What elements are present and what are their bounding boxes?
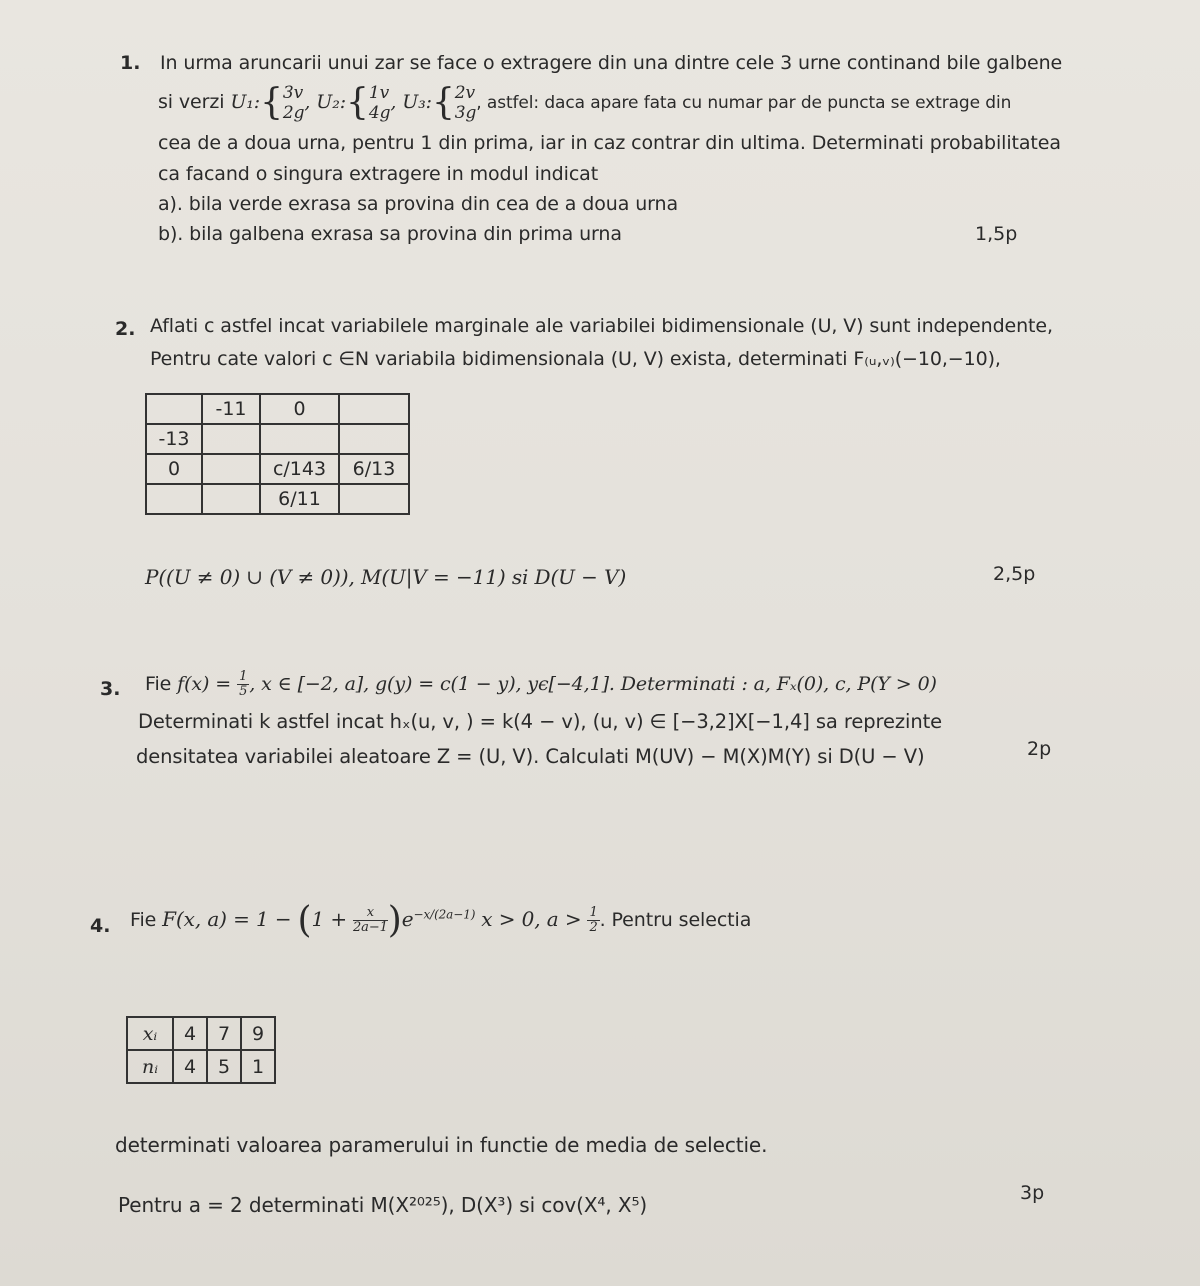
q4-number: 4. <box>90 915 111 937</box>
u3-stack <box>455 83 477 123</box>
u1-stack <box>283 83 305 123</box>
q1-item-b: b). bila galbena exrasa sa provina din prima urna <box>158 223 622 245</box>
q3-line1-post: , x ∈ [−2, a], g(y) = c(1 − y), yϵ[−4,1]. Determinati : a, Fₓ(0), c, P(Y > 0) <box>249 673 937 695</box>
q4-e: e <box>401 907 414 931</box>
u1-top: 3v <box>282 82 304 103</box>
table-cell <box>202 424 260 454</box>
table-cell: 7 <box>207 1017 241 1050</box>
q4-exponent: −x/(2a−1) <box>413 907 476 922</box>
q2-table <box>145 393 410 515</box>
q1-line1: In urma aruncarii unui zar se face o extragere din una dintre cele 3 urne continand bile galbene <box>160 52 1063 74</box>
q1-line2 <box>158 82 1011 123</box>
u2-stack <box>369 83 391 123</box>
u2-top: 1v <box>368 82 390 103</box>
q3-frac-top: 1 <box>239 669 248 684</box>
q4-fraction <box>353 906 388 935</box>
table-row <box>127 1050 275 1083</box>
q3-fraction <box>237 670 249 699</box>
u3-bottom: 3g <box>454 102 477 123</box>
table-cell <box>146 394 202 424</box>
q1-item-a: a). bila verde exrasa sa provina din cea de a doua urna <box>158 193 679 215</box>
table-cell: 6/13 <box>339 454 409 484</box>
q4-line1 <box>130 900 751 941</box>
q1-line2-pre: si verzi <box>158 91 225 113</box>
q4-half-top: 1 <box>589 905 598 920</box>
u1-brace: { <box>260 82 283 123</box>
table-cell <box>339 394 409 424</box>
q3-points: 2p <box>1027 738 1052 760</box>
q1-points: 1,5p <box>975 223 1018 245</box>
q4-sample-table <box>126 1016 276 1084</box>
u2-bottom: 4g <box>368 102 391 123</box>
u2-label: , U₂: <box>304 91 347 113</box>
q3-number: 3. <box>100 678 121 700</box>
table-cell: 4 <box>173 1017 207 1050</box>
q4-close-paren: ) <box>387 900 402 941</box>
table-cell: 9 <box>241 1017 275 1050</box>
table-cell: -13 <box>146 424 202 454</box>
u2-brace: { <box>346 82 369 123</box>
q3-line3: densitatea variabilei aleatoare Z = (U, V). Calculati M(UV) − M(X)M(Y) si D(U − V) <box>136 745 925 768</box>
table-cell: 6/11 <box>260 484 339 514</box>
q4-frac-top: x <box>353 906 388 921</box>
u3-brace: { <box>431 82 455 123</box>
q2-number: 2. <box>115 318 136 340</box>
table-cell <box>202 484 260 514</box>
q4-frac-bottom: 2a−1 <box>353 920 388 935</box>
table-cell <box>260 424 339 454</box>
table-cell: 0 <box>146 454 202 484</box>
table-cell <box>202 454 260 484</box>
q2-points: 2,5p <box>993 563 1036 585</box>
q1-line4: ca facand o singura extragere in modul indicat <box>158 163 599 185</box>
u3-label: , U₃: <box>390 91 432 113</box>
table-row <box>146 454 409 484</box>
q1-line2-post: , astfel: daca apare fata cu numar par de puncta se extrage din <box>476 93 1012 113</box>
table-cell: 5 <box>207 1050 241 1083</box>
table-row <box>146 484 409 514</box>
q4-points: 3p <box>1020 1182 1045 1204</box>
table-cell <box>339 484 409 514</box>
q3-frac-bottom: 5 <box>239 684 248 699</box>
q3-f-label: f(x) = <box>177 673 232 695</box>
q4-half <box>587 906 599 935</box>
table-row <box>127 1017 275 1050</box>
table-cell <box>339 424 409 454</box>
table-cell: xᵢ <box>127 1017 173 1050</box>
q3-line2: Determinati k astfel incat hₓ(u, v, ) = k(4 − v), (u, v) ∈ [−3,2]X[−1,4] sa reprezinte <box>138 710 943 733</box>
q4-line3: Pentru a = 2 determinati M(X²⁰²⁵), D(X³) si cov(X⁴, X⁵) <box>118 1193 648 1217</box>
q4-open-paren: ( <box>297 900 312 941</box>
table-cell: 0 <box>260 394 339 424</box>
q3-line1 <box>145 670 937 699</box>
q2-line2: Pentru cate valori c ∈N variabila bidimensionala (U, V) exista, determinati F₍ᵤ,ᵥ₎(−10,−10), <box>150 348 1001 370</box>
q4-condition: x > 0, a > <box>481 907 582 931</box>
q2-line3: P((U ≠ 0) ∪ (V ≠ 0)), M(U|V = −11) si D(U − V) <box>145 565 627 589</box>
q4-post: . Pentru selectia <box>599 909 752 931</box>
u1-label: U₁: <box>230 91 261 113</box>
q4-line2: determinati valoarea paramerului in functie de media de selectie. <box>115 1133 768 1157</box>
table-cell: -11 <box>202 394 260 424</box>
q4-half-bottom: 2 <box>589 920 598 935</box>
table-cell <box>146 484 202 514</box>
q1-line3: cea de a doua urna, pentru 1 din prima, iar in caz contrar din ultima. Determinati probabilitatea <box>158 132 1061 154</box>
u1-bottom: 2g <box>282 102 305 123</box>
q3-fie: Fie <box>145 673 172 695</box>
q4-one-plus: 1 + <box>311 907 348 931</box>
table-cell: c/143 <box>260 454 339 484</box>
table-cell: nᵢ <box>127 1050 173 1083</box>
table-cell: 4 <box>173 1050 207 1083</box>
table-row <box>146 424 409 454</box>
q4-formula-left: F(x, a) = 1 − <box>162 907 292 931</box>
table-row <box>146 394 409 424</box>
q2-line1: Aflati c astfel incat variabilele marginale ale variabilei bidimensionale (U, V) sunt independente, <box>150 315 1053 337</box>
table-cell: 1 <box>241 1050 275 1083</box>
u3-top: 2v <box>454 82 476 103</box>
q1-number: 1. <box>120 52 141 74</box>
q4-fie: Fie <box>130 909 157 931</box>
